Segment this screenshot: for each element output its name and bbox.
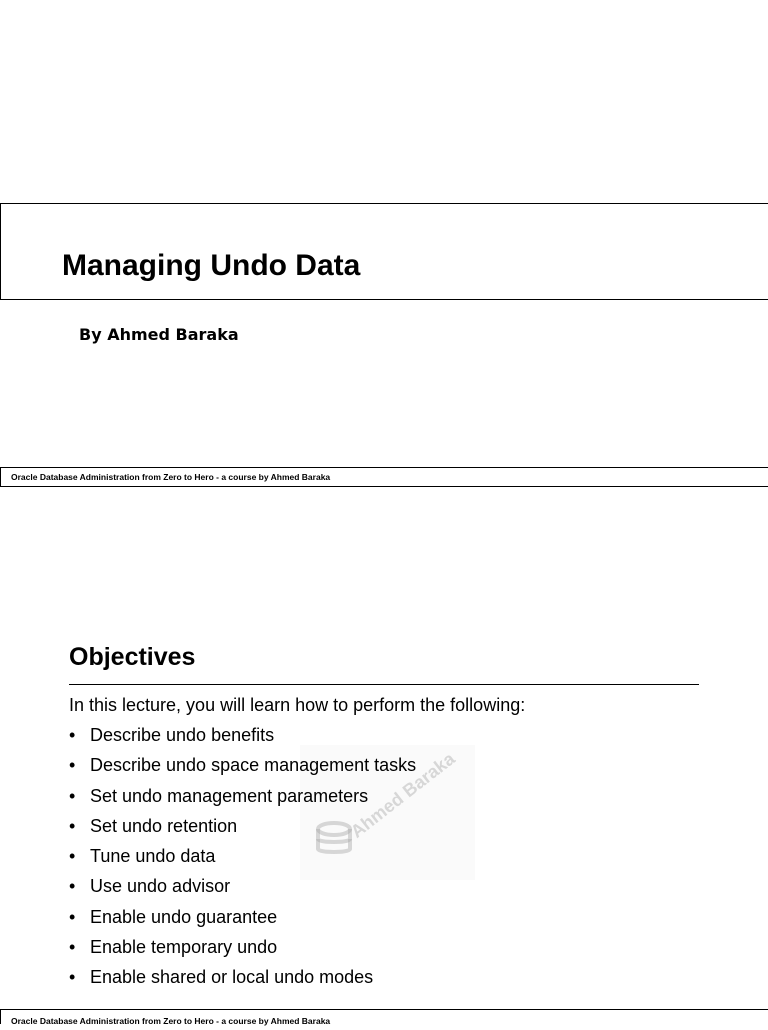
objectives-heading: Objectives [69, 643, 196, 671]
slide2-footer [0, 1009, 768, 1024]
title-slide [0, 0, 768, 490]
bullet-icon: • [69, 755, 76, 776]
author-line: By Ahmed Baraka [79, 325, 239, 344]
bullet-icon: • [69, 815, 76, 836]
slide-title: Managing Undo Data [62, 249, 361, 282]
intro-text: In this lecture, you will learn how to perform the following: [69, 695, 526, 715]
slide1-footer [0, 467, 768, 487]
bullet-icon: • [69, 906, 76, 927]
footer-text: Oracle Database Administration from Zero to Hero - a course by Ahmed Baraka [11, 1016, 331, 1026]
watermark-text: Ahmed Baraka [346, 748, 459, 842]
bullet-icon: • [69, 967, 76, 988]
footer-text: Oracle Database Administration from Zero to Hero - a course by Ahmed Baraka [11, 472, 331, 482]
bullet-icon: • [69, 846, 76, 867]
bullet-icon: • [69, 785, 76, 806]
bullet-icon: • [69, 937, 76, 958]
bullet-icon: • [69, 876, 76, 897]
heading-divider [69, 684, 699, 685]
bullet-icon: • [69, 725, 76, 745]
